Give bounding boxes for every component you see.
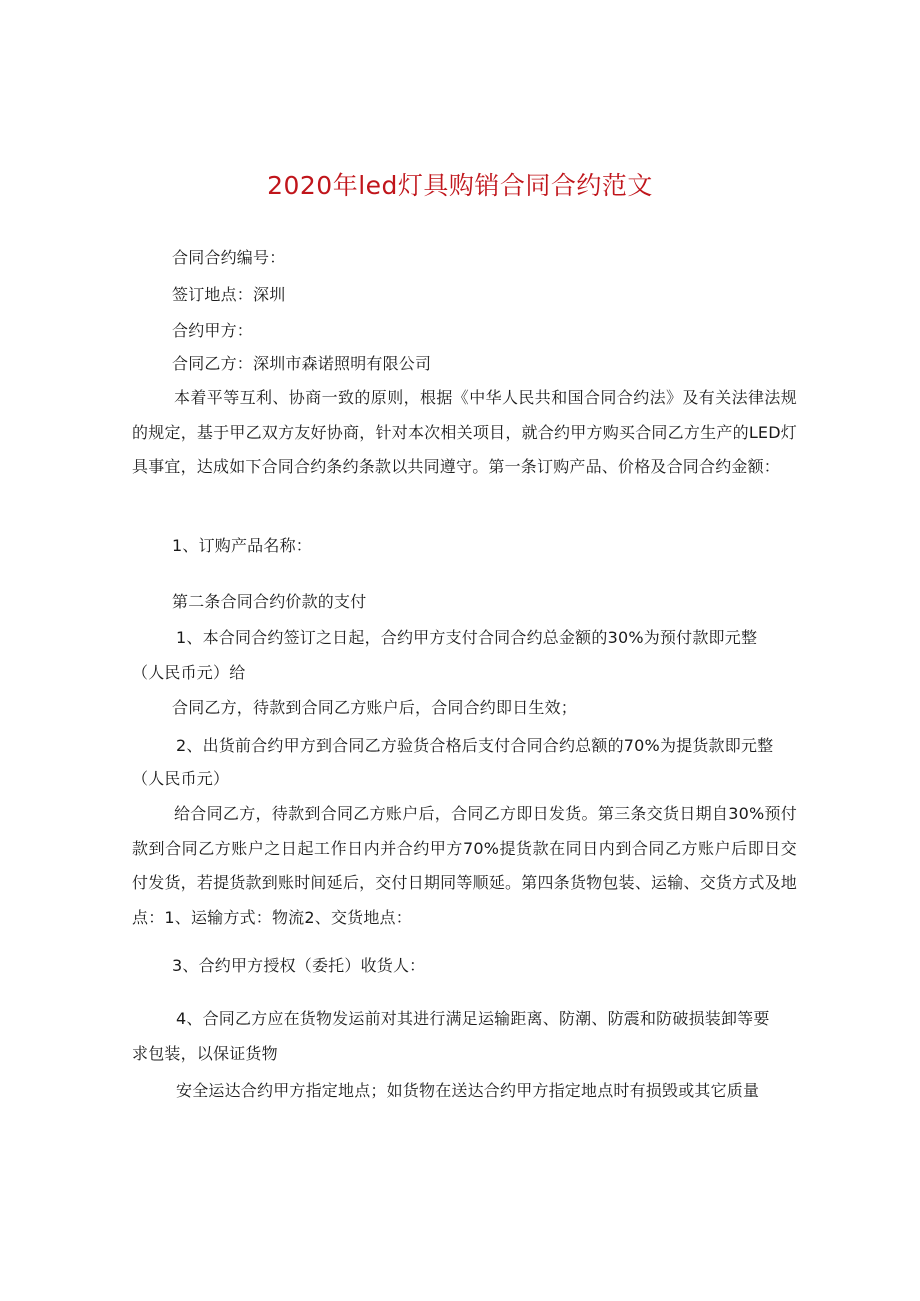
- payment-2-line: 2、出货前合约甲方到合同乙方验货合格后支付合同合约总额的70%为提货款即元整: [176, 736, 774, 755]
- sign-place-field: 签订地点：深圳: [172, 285, 286, 304]
- payment-2-text: 给合同乙方，待款到合同乙方账户后，合同乙方即日发货。第三条交货日期自30%预付款到合同乙方账户之日起工作日内并合约甲方70%提货款在同日内到合同乙方账户后即日交付发货，若提货款到账时间延后，交付日期同等顺延。第四条货物包装、运输、交货方式及地点：1、运输方式：物流2、交货地点：: [132, 804, 797, 928]
- item-1-product-name: 1、订购产品名称：: [172, 536, 312, 555]
- payment-1-currency: （人民币元）给: [132, 663, 246, 682]
- item-4-continuation: 求包装，以保证货物: [132, 1044, 278, 1063]
- intro-text: 本着平等互利、协商一致的原则，根据《中华人民共和国合同合约法》及有关法律法规的规定，基于甲乙双方友好协商，针对本次相关项目，就合约甲方购买合同乙方生产的LED灯具事宜，达成如下合同合约条约条款以共同遵守。第一条订购产品、价格及合同合约金额：: [132, 388, 797, 477]
- article-2-title: 第二条合同合约价款的支付: [172, 592, 367, 611]
- payment-1-line: 1、本合同合约签订之日起，合约甲方支付合同合约总金额的30%为预付款即元整: [176, 628, 758, 647]
- item-4-line: 4、合同乙方应在货物发运前对其进行满足运输距离、防潮、防震和防破损装卸等要: [176, 1009, 770, 1028]
- payment-2-currency: （人民币元）: [132, 769, 230, 788]
- party-a-field: 合约甲方：: [172, 321, 254, 340]
- payment-2-paragraph: [132, 797, 797, 936]
- document-title: 2020年led灯具购销合同合约范文: [267, 171, 653, 200]
- payment-1-continuation: 合同乙方，待款到合同乙方账户后，合同合约即日生效；: [172, 698, 578, 717]
- contract-number-field: 合同合约编号：: [172, 248, 286, 267]
- intro-paragraph: [132, 381, 797, 485]
- party-b-field: 合同乙方：深圳市森诺照明有限公司: [172, 354, 432, 373]
- item-4-delivery-line: 安全运达合约甲方指定地点；如货物在送达合约甲方指定地点时有损毁或其它质量: [176, 1081, 760, 1100]
- item-3-receiver: 3、合约甲方授权（委托）收货人：: [172, 956, 426, 975]
